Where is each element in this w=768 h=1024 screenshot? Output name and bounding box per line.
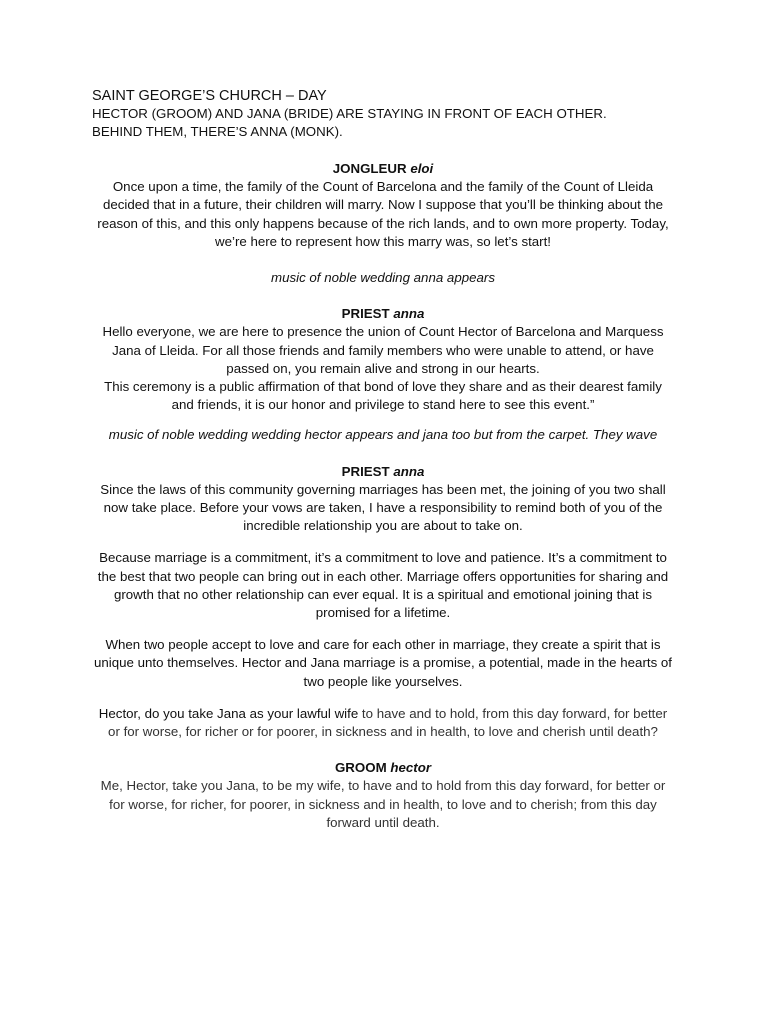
priest-dialogue-1: Hello everyone, we are here to presence the union of Count Hector of Barcelona and Marquess Jana of Lleida. For all those friends and family members who were unable to attend, or have passed on, you remain alive and strong in our hearts. [102, 324, 664, 376]
speaker-name: anna [393, 463, 425, 479]
vow-question-end: to have and to hold, from this day forward, for better or for worse, for richer or for poorer, in sickness and in health, to love and cherish until death? [108, 705, 668, 740]
groom-vow: Me, Hector, take you Jana, to be my wife, to have and to hold from this day forward, for better or for worse, for richer, for poorer, in sickness and in health, to love and to cherish; from this day forward until death. [100, 778, 666, 830]
priest-speech-paragraph-3: When two people accept to love and care for each other in marriage, they create a spirit that is unique unto themselves. Hector and Jana marriage is a promise, a potential, made in the hearts of two people like yourselves. [94, 637, 672, 689]
speaker-priest [92, 463, 674, 481]
stage-direction-2 [92, 426, 674, 444]
priest-speech-paragraph-1: Since the laws of this community governing marriages has been met, the joining of you two shall now take place. Before your vows are taken, I have a responsibility to remind both of you of the incredible relationship you are about to take on. [100, 481, 666, 534]
stage-direction-text: music of noble wedding wedding hector appears and jana too but from the carpet. They wave [108, 427, 658, 443]
priest-block-1 [92, 305, 674, 414]
speaker-groom [92, 759, 674, 777]
priest-dialogue-2: This ceremony is a public affirmation of that bond of love they share and as their dearest family and friends, it is our honor and privilege to stand here to see this event.” [104, 379, 662, 413]
jongleur-dialogue: Once upon a time, the family of the Count of Barcelona and the family of the Count of Lleida decided that in a future, their children will marry. Now I suppose that you’ll be thinking about the reason of this, and this only happens because of the rich lands, and to own more property. Today, we’re here to represent how this marry was, so let’s start! [97, 179, 669, 249]
speaker-name: eloi [410, 161, 434, 176]
priest-speech-paragraph-2: Because marriage is a commitment, it’s a commitment to love and patience. It’s a commitment to the best that two people can bring out in each other. Marriage offers opportunities for sharing and growth that no other relationship can ever equal. It is a spiritual and emotional joining that is promised for a lifetime. [97, 550, 669, 621]
priest-block-2 [92, 463, 674, 742]
stage-direction-text: music of noble wedding anna appears [271, 270, 495, 286]
speaker-role: GROOM [334, 760, 387, 776]
scene-heading: SAINT GEORGE’S CHURCH – DAY [92, 88, 327, 104]
speaker-role: PRIEST [341, 306, 390, 322]
speaker-priest [92, 305, 674, 323]
priest-vow-question [92, 705, 674, 741]
speaker-jongleur [92, 160, 674, 178]
vow-question-start: Hector, do you take Jana as your lawful wife [98, 705, 359, 721]
speaker-role: JONGLEUR [332, 161, 407, 176]
scene-action-line-1: HECTOR (GROOM) AND JANA (BRIDE) ARE STAYING IN FRONT OF EACH OTHER. [92, 106, 607, 121]
script-page [92, 87, 674, 832]
speaker-name: anna [393, 306, 425, 322]
scene-action-line-2: BEHIND THEM, THERE’S ANNA (MONK). [92, 124, 343, 139]
stage-direction-1 [92, 269, 674, 287]
speaker-role: PRIEST [341, 463, 390, 479]
jongleur-block [92, 160, 674, 251]
groom-block [92, 759, 674, 832]
speaker-name: hector [390, 760, 432, 776]
